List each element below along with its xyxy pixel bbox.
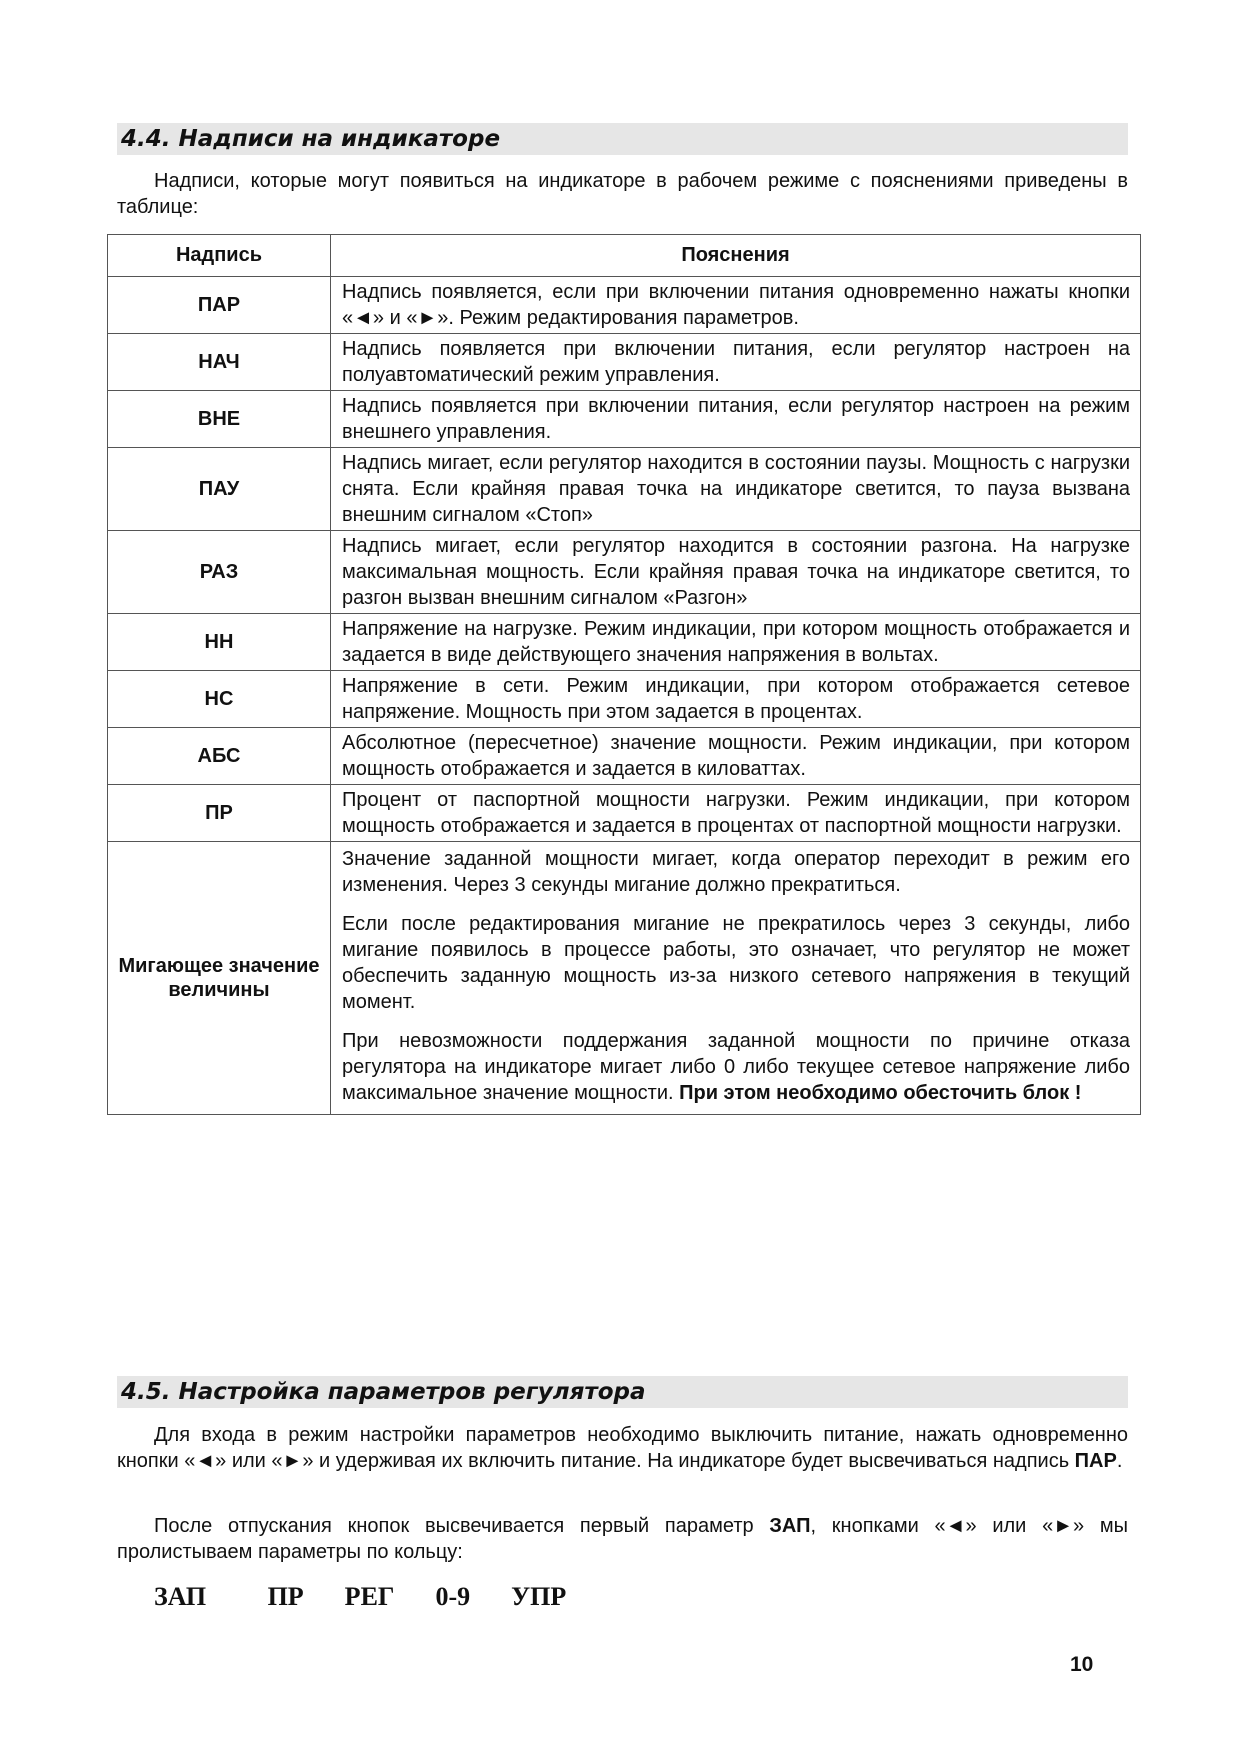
section-4-5-paragraph-1 bbox=[117, 1422, 1128, 1474]
indicator-explanation bbox=[331, 448, 1141, 531]
explanation-text: Надпись мигает, если регулятор находится в состоянии разгона. На нагрузке максимальная мощность. Если крайняя правая точка на индикаторе светится, то разгон вызван внешним сигналом «Разгон» bbox=[342, 535, 1130, 609]
explanation-text: Абсолютное (пересчетное) значение мощности. Режим индикации, при котором мощность отображается и задается в киловаттах. bbox=[342, 732, 1130, 780]
table-row bbox=[108, 334, 1141, 391]
table-row bbox=[108, 785, 1141, 842]
table-row bbox=[108, 277, 1141, 334]
indicator-explanation bbox=[331, 531, 1141, 614]
indicator-label: ВНЕ bbox=[108, 391, 331, 448]
explanation-text: Надпись появляется при включении питания, если регулятор настроен на полуавтоматический режим управления. bbox=[342, 338, 1130, 386]
paragraph-text: , кнопками «◄» или «►» мы пролистываем параметры по кольцу: bbox=[117, 1515, 1129, 1563]
paragraph-text: . bbox=[1116, 1450, 1123, 1472]
table-header-row bbox=[108, 235, 1141, 277]
table-row-blinking-value bbox=[108, 842, 1141, 1115]
indicator-label: АБС bbox=[108, 728, 331, 785]
explanation-text: Надпись мигает, если регулятор находится в состоянии паузы. Мощность с нагрузки снята. Если крайняя правая точка на индикаторе светится, то пауза вызвана внешним сигналом «Стоп» bbox=[342, 452, 1130, 526]
indicator-explanation bbox=[331, 614, 1141, 671]
table-row bbox=[108, 531, 1141, 614]
indicator-explanation bbox=[331, 842, 1141, 1115]
explanation-text-regular: При невозможности поддержания заданной мощности по причине отказа регулятора на индикаторе мигает либо 0 либо текущее сетевое напряжение либо максимальное значение мощности. bbox=[342, 1030, 1130, 1104]
bold-term: ПАР bbox=[1074, 1450, 1117, 1472]
bold-term: ЗАП bbox=[769, 1515, 811, 1537]
indicator-labels-table bbox=[107, 234, 1141, 1115]
indicator-label: ПАУ bbox=[108, 448, 331, 531]
indicator-explanation bbox=[331, 671, 1141, 728]
section-heading-4-4: 4.4. Надписи на индикаторе bbox=[117, 123, 1128, 155]
explanation-text: Надпись появляется при включении питания, если регулятор настроен на режим внешнего управления. bbox=[342, 395, 1130, 443]
indicator-label: НН bbox=[108, 614, 331, 671]
table-row bbox=[108, 728, 1141, 785]
indicator-explanation bbox=[331, 391, 1141, 448]
explanation-text: Надпись появляется, если при включении питания одновременно нажаты кнопки «◄» и «►». Режим редактирования параметров. bbox=[342, 281, 1130, 329]
indicator-label: НС bbox=[108, 671, 331, 728]
indicator-label: НАЧ bbox=[108, 334, 331, 391]
paragraph-text: Для входа в режим настройки параметров необходимо выключить питание, нажать одновременно кнопки «◄» или «►» и удерживая их включить питание. На индикаторе будет высвечиваться надпись bbox=[117, 1424, 1128, 1472]
paragraph-text: После отпускания кнопок высвечивается первый параметр bbox=[154, 1515, 770, 1537]
explanation-text bbox=[342, 1028, 1130, 1106]
indicator-explanation bbox=[331, 728, 1141, 785]
indicator-label: РАЗ bbox=[108, 531, 331, 614]
explanation-text: Напряжение в сети. Режим индикации, при котором отображается сетевое напряжение. Мощность при этом задается в процентах. bbox=[342, 675, 1130, 723]
explanation-text: Если после редактирования мигание не прекратилось через 3 секунды, либо мигание появилось в процессе работы, это означает, что регулятор не может обеспечить заданную мощность из-за низкого сетевого напряжения в текущий момент. bbox=[342, 913, 1130, 1013]
section-heading-4-5: 4.5. Настройка параметров регулятора bbox=[117, 1376, 1128, 1408]
page-number: 10 bbox=[1070, 1653, 1094, 1676]
explanation-text: Значение заданной мощности мигает, когда оператор переходит в режим его изменения. Через 3 секунды мигание должно прекратиться. bbox=[342, 848, 1130, 896]
table-row bbox=[108, 391, 1141, 448]
section-4-4-intro: Надписи, которые могут появиться на индикаторе в рабочем режиме с пояснениями приведены в таблице: bbox=[117, 170, 1128, 218]
indicator-label: Мигающее значение величины bbox=[108, 842, 331, 1115]
section-4-5-paragraph-2 bbox=[117, 1513, 1128, 1565]
indicator-explanation bbox=[331, 334, 1141, 391]
column-header-label: Надпись bbox=[108, 235, 331, 277]
column-header-explanation: Пояснения bbox=[331, 235, 1141, 277]
explanation-text: Напряжение на нагрузке. Режим индикации, при котором мощность отображается и задается в виде действующего значения напряжения в вольтах. bbox=[342, 618, 1130, 666]
indicator-explanation bbox=[331, 277, 1141, 334]
table-row bbox=[108, 448, 1141, 531]
warning-text: При этом необходимо обесточить блок ! bbox=[679, 1082, 1082, 1104]
explanation-text: Процент от паспортной мощности нагрузки. Режим индикации, при котором мощность отображается и задается в процентах от паспортной мощности нагрузки. bbox=[342, 789, 1130, 837]
table-row bbox=[108, 671, 1141, 728]
indicator-label: ПАР bbox=[108, 277, 331, 334]
indicator-label: ПР bbox=[108, 785, 331, 842]
indicator-explanation bbox=[331, 785, 1141, 842]
parameter-sequence: ЗАП ПР РЕГ 0-9 УПР bbox=[154, 1582, 567, 1611]
table-row bbox=[108, 614, 1141, 671]
